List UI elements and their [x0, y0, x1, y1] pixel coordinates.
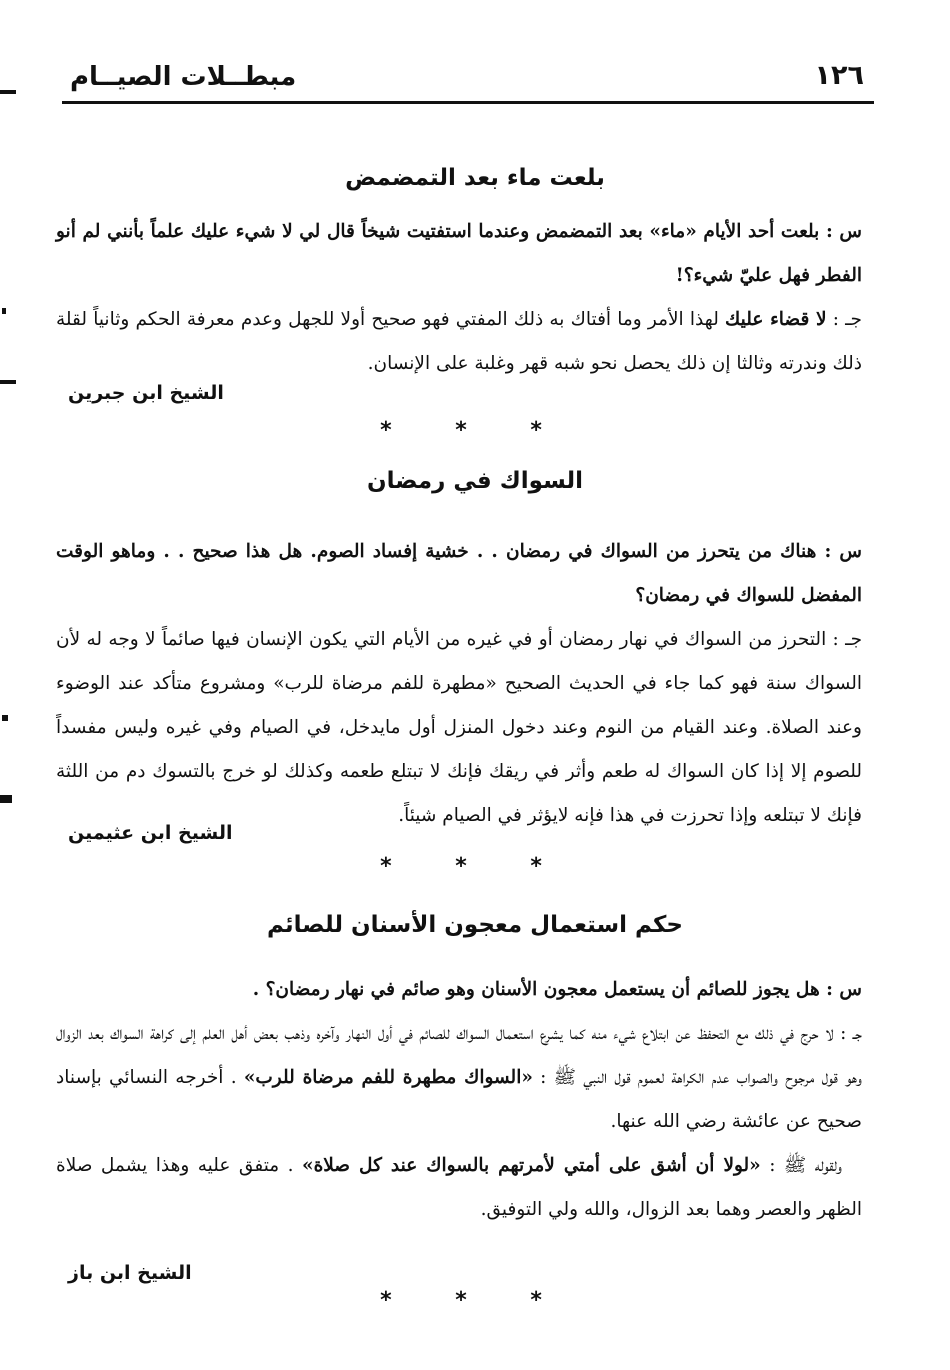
scholar-signature: الشيخ ابن باز: [68, 1262, 192, 1284]
answer-body: . أخرجه النسائي بإسناد صحيح عن عائشة رضي الله عنها.: [56, 1067, 862, 1132]
question-text: س : هل يجوز للصائم أن يستعمل معجون الأسنان وهو صائم في نهار رمضان؟ .: [252, 979, 862, 1000]
section-body: [56, 968, 862, 1232]
answer-ruling: لا قضاء عليك: [725, 309, 827, 330]
answer-body: لهذا الأمر وما أفتاك به ذلك المفتي فهو صحيح أولا للجهل وعدم معرفة الحكم وثانياً لقلة ذلك وندرته وثالثا إن ذلك يحصل نحو شبه قهر وغلبة على الإنسان.: [56, 309, 862, 374]
scan-edge-mark: [0, 380, 16, 384]
answer-text: [56, 298, 862, 386]
section-body: [56, 530, 862, 838]
answer-label: جـ :: [826, 309, 862, 330]
section-title: بلعت ماء بعد التمضمض: [345, 165, 605, 191]
header-rule: [62, 101, 874, 104]
hadith-quote: «لولا أن أشق على أمتي لأمرتهم بالسواك عند كل صلاة»: [302, 1155, 761, 1176]
answer-body: ولقوله ﷺ :: [760, 1155, 842, 1176]
scholar-signature: الشيخ ابن عثيمين: [68, 822, 233, 844]
answer-body: . متفق عليه وهذا يشمل صلاة الظهر والعصر وهما بعد الزوال، والله ولي التوفيق.: [56, 1155, 862, 1220]
section-separator: * * *: [380, 854, 570, 879]
section-separator: * * *: [380, 1288, 570, 1313]
answer-text: [56, 1144, 862, 1232]
section-title: السواك في رمضان: [366, 468, 584, 494]
scan-edge-mark: [2, 308, 6, 314]
section-separator: * * *: [380, 418, 570, 443]
section-title: حكم استعمال معجون الأسنان للصائم: [266, 912, 684, 938]
answer-text: [56, 1012, 862, 1144]
scan-edge-mark: [2, 715, 8, 721]
question-text: س : هناك من يتحرز من السواك في رمضان . . خشية إفساد الصوم. هل هذا صحيح . . وماهو الوقت المفضل للسواك في رمضان؟: [56, 541, 862, 606]
hadith-quote: «السواك مطهرة للفم مرضاة للرب»: [243, 1067, 533, 1088]
page-number: ١٢٦: [814, 60, 864, 91]
answer-text: جـ : التحرز من السواك في نهار رمضان أو في غيره من الأيام التي يكون الإنسان فيها صائماً لا وجه له لأن السواك سنة فهو كما جاء في الحديث الصحيح «مطهرة للفم مرضاة للرب» ومشروع متأكد عند الوضوء وعند الصلاة. وعند القيام من النوم وعند دخول المنزل أول مايدخل، في الصيام وفي غيره وليس مفسداً للصوم إلا إذا كان السواك له طعم وأثر في ريقك فإنك لا تبتلع طعمه وكذلك لو خرج بالتسوك دم من اللثة فإنك لا تبتلعه وإذا تحرزت في هذا فإنه لايؤثر في الصيام شيئاً.: [56, 629, 863, 826]
scan-edge-mark: [0, 795, 12, 803]
answer-body: جـ : لا حرج في ذلك مع التحفظ عن ابتلاع شيء منه كما يشرع استعمال السواك للصائم في أول النهار وآخره وذهب بعض أهل العلم إلى كراهة السواك بعد الزوال وهو قول مرجوح والصواب عدم الكراهة لعموم قول النبي ﷺ :: [56, 1023, 862, 1088]
book-title: مبطــلات الصيــام: [70, 62, 297, 92]
section-body: [56, 210, 862, 386]
scan-edge-mark: [0, 90, 16, 94]
page-header: [62, 58, 874, 104]
scholar-signature: الشيخ ابن جبرين: [68, 382, 224, 404]
question-text: س : بلعت أحد الأيام «ماء» بعد التمضمض وعندما استفتيت شيخاً قال لي لا شيء عليك علماً بأنني لم أنو الفطر فهل عليّ شيء؟!: [56, 221, 862, 286]
